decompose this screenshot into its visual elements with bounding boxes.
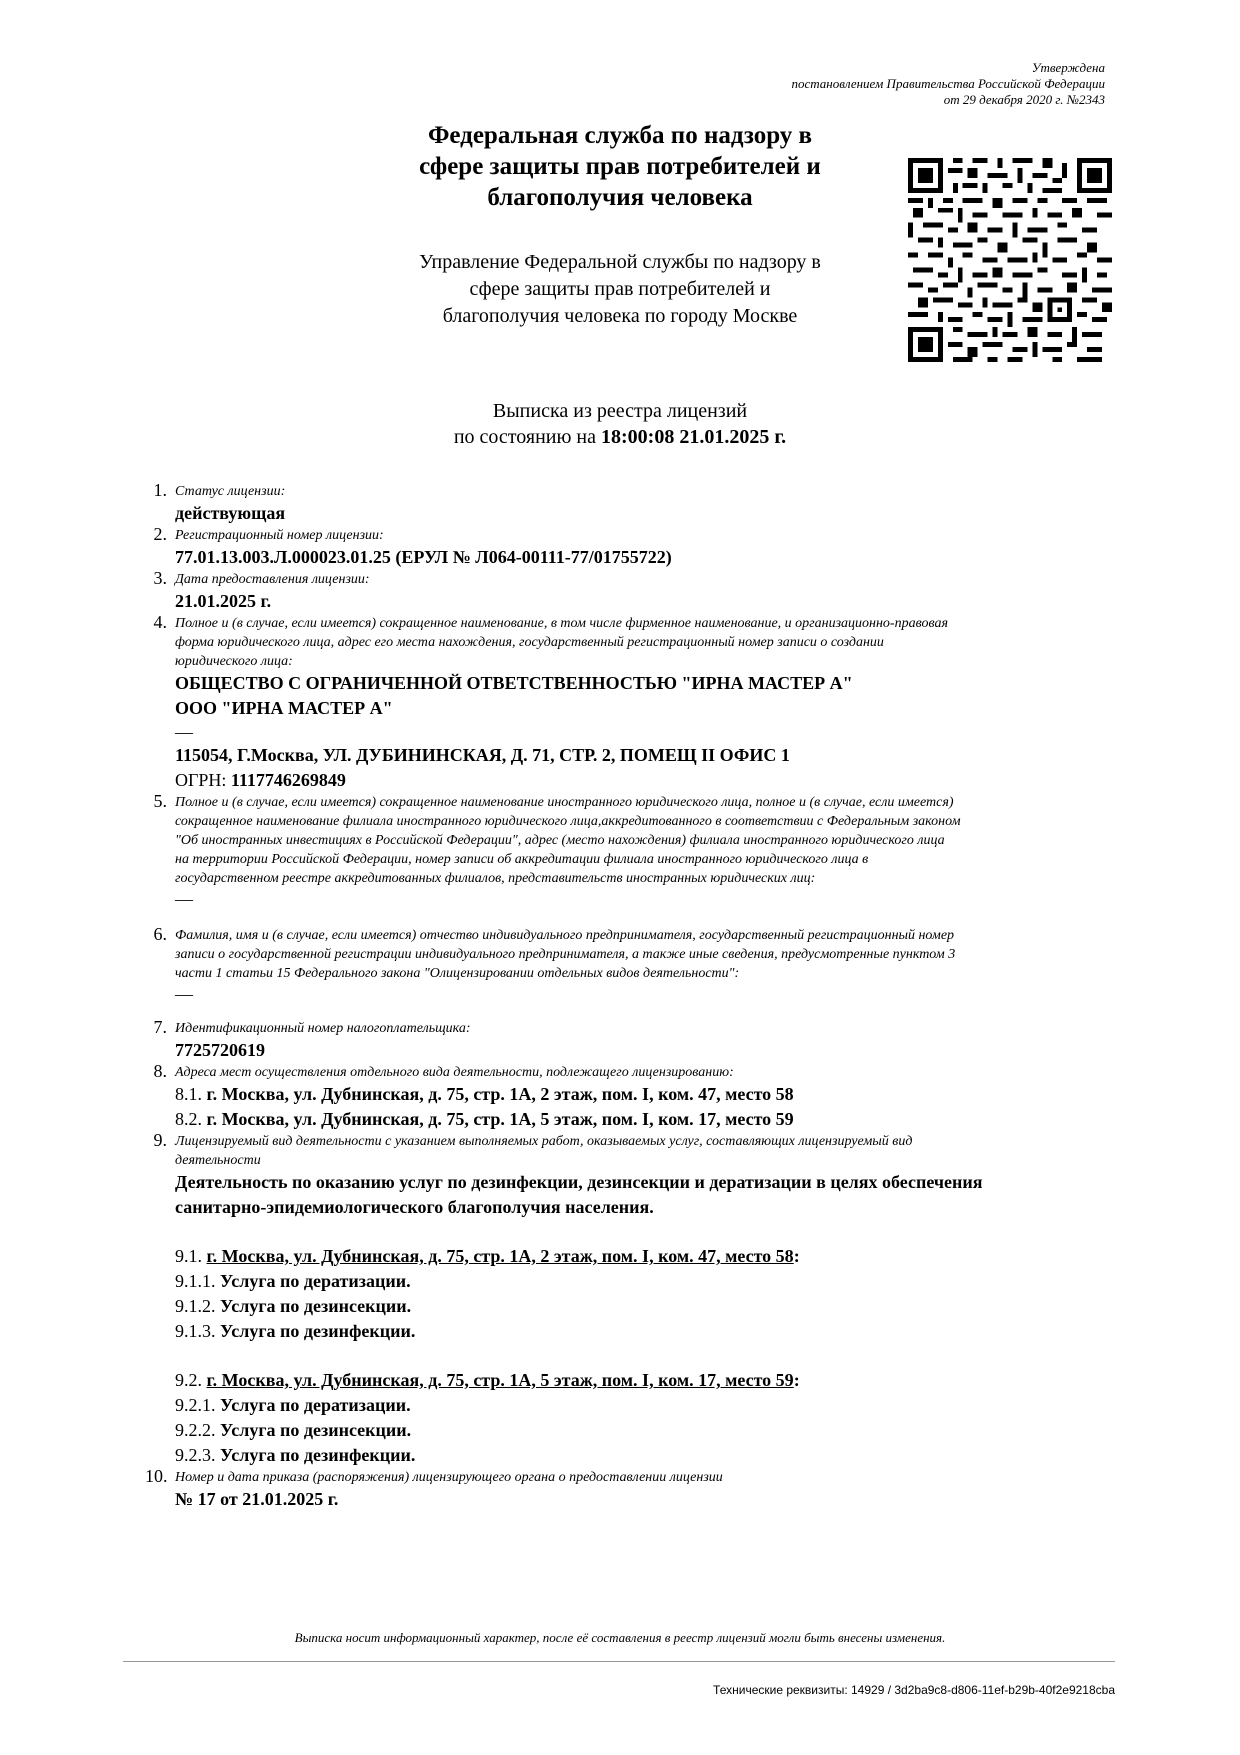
place-heading: 9.2. г. Москва, ул. Дубнинская, д. 75, стр. 1А, 5 этаж, пом. I, ком. 17, место 59: <box>175 1370 800 1390</box>
document-header <box>350 120 890 330</box>
department-title <box>350 249 890 330</box>
company-short-name: ООО "ИРНА МАСТЕР А" <box>175 698 393 718</box>
sub-number: 9.1.3. <box>175 1321 216 1341</box>
service-name: Услуга по дератизации. <box>220 1395 411 1415</box>
activity-address-line <box>175 1082 1110 1107</box>
item-label: сокращенное наименование филиала иностранного юридического лица,аккредитованного в соответствии с Федеральным законом <box>175 814 961 829</box>
item-number: 5. <box>153 791 167 811</box>
item-inn <box>145 1019 1110 1063</box>
item-label: Номер и дата приказа (распоряжения) лицензирующего органа о предоставлении лицензии <box>175 1470 723 1485</box>
item-number: 9. <box>153 1130 167 1150</box>
approval-line: Утверждена <box>1031 60 1105 75</box>
agency-title-line: Федеральная служба по надзору в <box>427 122 813 149</box>
service-line <box>175 1443 1110 1468</box>
sub-number: 9.2.1. <box>175 1395 216 1415</box>
item-number: 8. <box>153 1061 167 1081</box>
sub-number: 9.2. <box>175 1370 202 1390</box>
item-number: 7. <box>153 1017 167 1037</box>
company-full-name: ОБЩЕСТВО С ОГРАНИЧЕННОЙ ОТВЕТСТВЕННОСТЬЮ "ИРНА МАСТЕР А" <box>175 673 853 693</box>
order-value: № 17 от 21.01.2025 г. <box>175 1489 339 1509</box>
issue-date-value: 21.01.2025 г. <box>175 591 272 611</box>
place-heading: 9.1. г. Москва, ул. Дубнинская, д. 75, стр. 1А, 2 этаж, пом. I, ком. 47, место 58: <box>175 1246 800 1266</box>
technical-details: Технические реквизиты: 14929 / 3d2ba9c8-d806-11ef-b29b-40f2e9218cba <box>713 1683 1115 1697</box>
company-address: 115054, Г.Москва, УЛ. ДУБИНИНСКАЯ, Д. 71, СТР. 2, ПОМЕЩ II ОФИС 1 <box>175 745 790 765</box>
item-number: 10. <box>145 1466 168 1486</box>
footer-divider <box>123 1661 1115 1662</box>
sub-number: 9.1.1. <box>175 1271 216 1291</box>
item-label: Полное и (в случае, если имеется) сокращенное наименование иностранного юридического лица, полное и (в случае, если имеется) <box>175 795 954 810</box>
item-label: Идентификационный номер налогоплательщика: <box>175 1021 471 1036</box>
service-line <box>175 1294 1110 1319</box>
item-label: части 1 статьи 15 Федерального закона "Олицензировании отдельных видов деятельности": <box>175 966 740 981</box>
department-title-line: благополучия человека по городу Москве <box>442 305 798 327</box>
license-status-value: действующая <box>175 503 286 523</box>
item-label: Регистрационный номер лицензии: <box>175 528 384 543</box>
item-licensed-activity <box>145 1132 1110 1468</box>
item-number: 3. <box>153 568 167 588</box>
item-label: деятельности <box>175 1153 261 1168</box>
approval-note <box>791 60 1105 108</box>
activity-address-line <box>175 1107 1110 1132</box>
extract-heading: Выписка из реестра лицензий <box>492 400 748 422</box>
spacer <box>145 1005 1110 1019</box>
item-entrepreneur <box>145 926 1110 1005</box>
item-label: Статус лицензии: <box>175 484 286 499</box>
service-name: Услуга по дезинсекции. <box>220 1296 412 1316</box>
item-label: юридического лица: <box>175 654 293 669</box>
inn-value: 7725720619 <box>175 1040 265 1060</box>
item-license-status <box>145 482 1110 526</box>
sub-number: 9.2.3. <box>175 1445 216 1465</box>
status-prefix: по состоянию на <box>453 426 597 448</box>
item-legal-entity <box>145 614 1110 793</box>
place-address: г. Москва, ул. Дубнинская, д. 75, стр. 1А, 5 этаж, пом. I, ком. 17, место 59 <box>206 1370 794 1390</box>
activity-address: г. Москва, ул. Дубнинская, д. 75, стр. 1А, 5 этаж, пом. I, ком. 17, место 59 <box>206 1109 794 1129</box>
qr-code-icon <box>908 158 1112 362</box>
item-label: "Об иностранных инвестициях в Российской Федерации", адрес (место нахождения) филиала иностранного юридического лица <box>175 833 945 848</box>
item-label: государственном реестре аккредитованных филиалов, представительств иностранных юридических лиц: <box>175 871 816 886</box>
item-number: 6. <box>153 924 167 944</box>
item-label: Лицензируемый вид деятельности с указанием выполняемых работ, оказываемых услуг, составляющих лицензируемый вид <box>175 1134 913 1149</box>
item-activity-addresses <box>145 1063 1110 1132</box>
service-line <box>175 1269 1110 1294</box>
agency-title <box>350 120 890 213</box>
license-items <box>145 482 1110 1512</box>
extract-status-line <box>350 424 890 450</box>
sub-number: 8.1. <box>175 1084 202 1104</box>
spacer <box>175 1220 1110 1244</box>
ogrn-value: 1117746269849 <box>230 770 346 790</box>
status-datetime: 18:00:08 21.01.2025 г. <box>601 426 787 448</box>
approval-line: постановлением Правительства Российской Федерации <box>791 76 1105 91</box>
spacer <box>175 1344 1110 1368</box>
service-line <box>175 1393 1110 1418</box>
activity-description: санитарно-эпидемиологического благополучия населения. <box>175 1197 654 1217</box>
registration-number-value: 77.01.13.003.Л.000023.01.25 (ЕРУЛ № Л064-00111-77/01755722) <box>175 547 672 567</box>
agency-title-line: благополучия человека <box>487 184 753 211</box>
approval-line: от 29 декабря 2020 г. №2343 <box>943 92 1105 107</box>
service-name: Услуга по дезинсекции. <box>220 1420 412 1440</box>
ogrn-label: ОГРН: <box>175 770 227 790</box>
item-label: Адреса мест осуществления отдельного вида деятельности, подлежащего лицензированию: <box>175 1065 734 1080</box>
service-line <box>175 1418 1110 1443</box>
item-number: 2. <box>153 524 167 544</box>
activity-address: г. Москва, ул. Дубнинская, д. 75, стр. 1А, 2 этаж, пом. I, ком. 47, место 58 <box>206 1084 794 1104</box>
service-name: Услуга по дезинфекции. <box>220 1321 416 1341</box>
extract-title <box>350 398 890 450</box>
service-name: Услуга по дератизации. <box>220 1271 411 1291</box>
sub-number: 9.1. <box>175 1246 202 1266</box>
empty-dash: — <box>175 984 193 1004</box>
empty-dash: — <box>175 889 193 909</box>
disclaimer-note: Выписка носит информационный характер, после её составления в реестр лицензий могли быть внесены изменения. <box>294 1630 946 1645</box>
item-label: Полное и (в случае, если имеется) сокращенное наименование, в том числе фирменное наименование, и организационно-правовая <box>175 616 948 631</box>
department-title-line: сфере защиты прав потребителей и <box>469 278 771 300</box>
item-order <box>145 1468 1110 1512</box>
item-issue-date <box>145 570 1110 614</box>
service-line <box>175 1319 1110 1344</box>
service-name: Услуга по дезинфекции. <box>220 1445 416 1465</box>
item-foreign-entity <box>145 793 1110 910</box>
sub-number: 9.1.2. <box>175 1296 216 1316</box>
item-registration-number <box>145 526 1110 570</box>
item-label: форма юридического лица, адрес его места нахождения, государственный регистрационный номер записи о создании <box>175 635 884 650</box>
item-label: Дата предоставления лицензии: <box>175 572 370 587</box>
ogrn-line <box>175 768 1110 793</box>
item-label: Фамилия, имя и (в случае, если имеется) отчество индивидуального предпринимателя, государственный регистрационный номер <box>175 928 955 943</box>
agency-title-line: сфере защиты прав потребителей и <box>419 153 821 180</box>
sub-number: 9.2.2. <box>175 1420 216 1440</box>
item-label: на территории Российской Федерации, номер записи об аккредитации филиала иностранного юридического лица в <box>175 852 869 867</box>
sub-number: 8.2. <box>175 1109 202 1129</box>
spacer <box>145 910 1110 926</box>
item-number: 4. <box>153 612 167 632</box>
department-title-line: Управление Федеральной службы по надзору в <box>419 251 821 273</box>
empty-dash: — <box>175 722 193 742</box>
place-address: г. Москва, ул. Дубнинская, д. 75, стр. 1А, 2 этаж, пом. I, ком. 47, место 58 <box>206 1246 794 1266</box>
activity-description: Деятельность по оказанию услуг по дезинфекции, дезинсекции и дератизации в целях обеспечения <box>175 1172 983 1192</box>
item-label: записи о государственной регистрации индивидуального предпринимателя, а также иные сведения, предусмотренные пунктом 3 <box>175 947 956 962</box>
item-number: 1. <box>153 480 167 500</box>
